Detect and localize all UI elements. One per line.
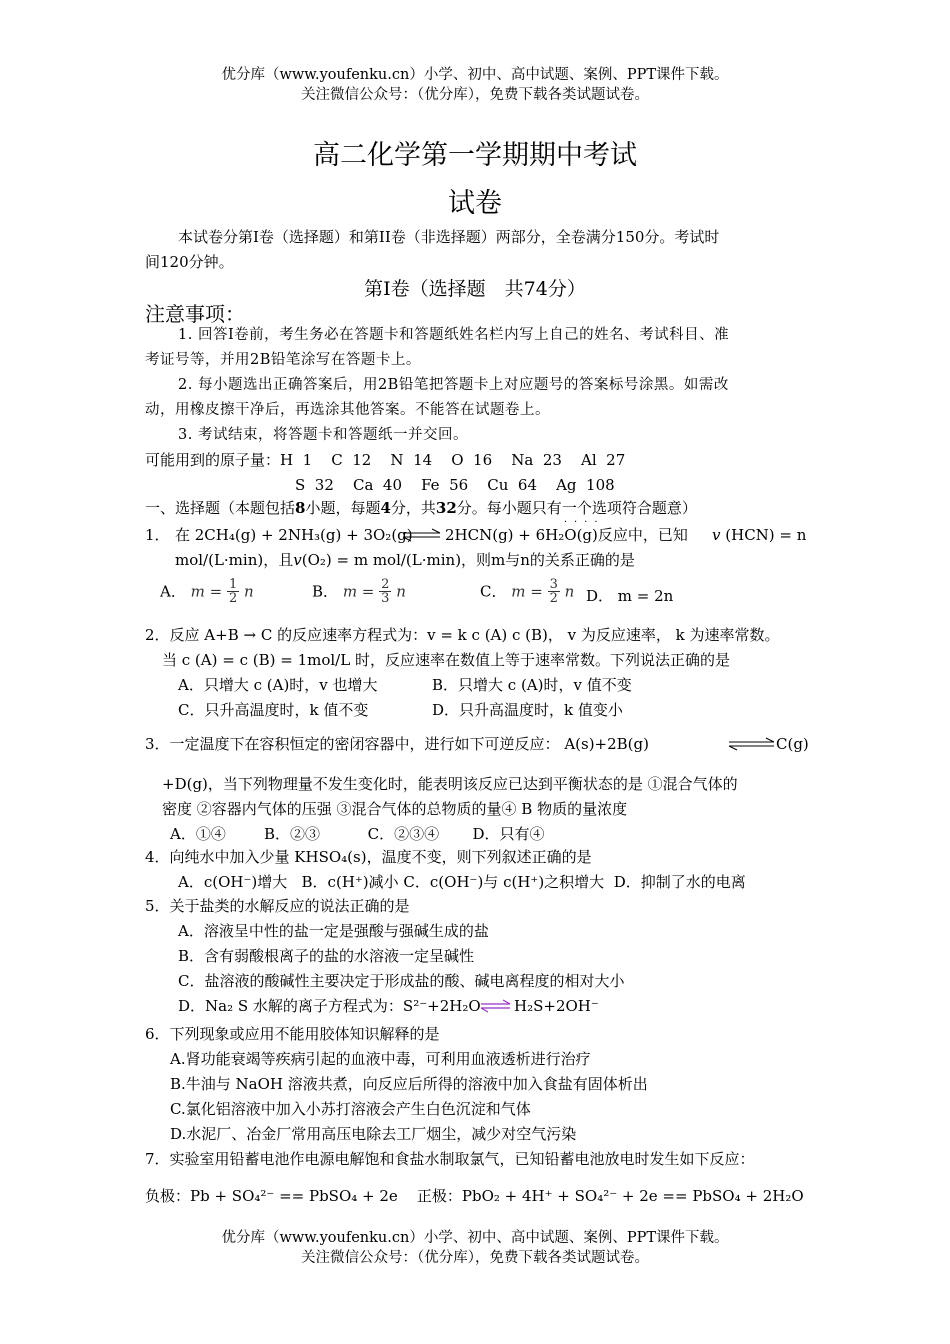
notice-item-1-line-2: 考证号等，并用2B铅笔涂写在答题卡上。 — [145, 352, 421, 368]
q2-option-a[interactable]: A．只增大 c (A)时，v 也增大 — [178, 676, 378, 694]
footer-line-1: 优分库（www.youfenku.cn）小学、初中、高中试题、案例、PPT课件下载。 — [221, 1230, 729, 1246]
exam-subtitle: 试卷 — [448, 188, 502, 219]
q1-known-rate: v (HCN) = n — [712, 526, 807, 544]
q2-line-1: 2．反应 A+B → C 的反应速率方程式为：v = k c (A) c (B)， v 为反应速率， k 为速率常数。 — [145, 626, 780, 644]
notice-item-3: 3. 考试结束，将答题卡和答题纸一并交回。 — [178, 427, 468, 443]
q1-option-a[interactable]: A． m = $\frac{1}{2}$ n — [160, 577, 254, 606]
notice-heading: 注意事项： — [145, 302, 245, 326]
fraction: $\frac{3}{2}$ — [549, 577, 558, 606]
notice-item-1-line-1: 1. 回答I卷前，考生务必在答题卡和答题纸姓名栏内写上自己的姓名、考试科目、准 — [178, 327, 730, 343]
q2-option-b[interactable]: B．只增大 c (A)时，v 值不变 — [432, 676, 632, 694]
hydrolysis-equilibrium-arrow — [480, 999, 512, 1013]
q5-line-1: 5．关于盐类的水解反应的说法正确的是 — [145, 897, 410, 915]
fraction: $\frac{1}{2}$ — [228, 577, 238, 606]
q5-option-a[interactable]: A．溶液呈中性的盐一定是强酸与强碱生成的盐 — [178, 922, 489, 940]
section-heading: 第Ⅰ卷（选择题 共74分） — [364, 278, 586, 300]
emphasis-dots: ···· — [563, 517, 605, 528]
intro-line-1: 本试卷分第I卷（选择题）和第II卷（非选择题）两部分，全卷满分150分。考试时 — [178, 228, 720, 246]
q2-line-2: 当 c (A) = c (B) = 1mol/L 时，反应速率在数值上等于速率常数。下列说法正确的是 — [162, 651, 730, 669]
q3-line-1-product: C(g) — [776, 735, 809, 753]
atomic-mass-line-1: 可能用到的原子量：H 1 C 12 N 14 O 16 Na 23 Al 27 — [145, 451, 626, 469]
header-line-2: 关注微信公众号：（优分库），免费下载各类试题试卷。 — [301, 87, 649, 103]
q1-reaction-right: 2HCN(g) + 6H₂O(g)反应中，已知 — [445, 526, 688, 544]
q4-line-1: 4．向纯水中加入少量 KHSO₄(s)，温度不变，则下列叙述正确的是 — [145, 848, 592, 866]
exam-title: 高二化学第一学期期中考试 — [313, 140, 637, 171]
header-line-1: 优分库（www.youfenku.cn）小学、初中、高中试题、案例、PPT课件下载。 — [221, 67, 729, 83]
q6-option-a[interactable]: A.肾功能衰竭等疾病引起的血液中毒，可利用血液透析进行治疗 — [170, 1050, 591, 1068]
q5-option-b[interactable]: B．含有弱酸根离子的盐的水溶液一定呈碱性 — [178, 947, 475, 965]
footer-line-2: 关注微信公众号：（优分库），免费下载各类试题试卷。 — [301, 1250, 649, 1266]
q1-number: 1． — [145, 526, 170, 544]
q3-options[interactable]: A．①④ B．②③ C．②③④ D．只有④ — [170, 825, 545, 843]
q4-options[interactable]: A．c(OH⁻)增大 B．c(H⁺)减小 C．c(OH⁻)与 c(H⁺)之积增大 D．抑制了水的电离 — [178, 873, 746, 891]
q3-line-2: +D(g)，当下列物理量不发生变化时，能表明该反应已达到平衡状态的是 ①混合气体的 — [162, 775, 738, 793]
q1-reaction-left: 在 2CH₄(g) + 2NH₃(g) + 3O₂(g) — [175, 526, 413, 544]
notice-item-2-line-2: 动，用橡皮擦干净后，再选涂其他答案。不能答在试题卷上。 — [145, 402, 550, 418]
atomic-mass-line-2: S 32 Ca 40 Fe 56 Cu 64 Ag 108 — [295, 476, 615, 494]
q6-option-c[interactable]: C.氯化铝溶液中加入小苏打溶液会产生白色沉淀和气体 — [170, 1100, 531, 1118]
q3-line-3: 密度 ②容器内气体的压强 ③混合气体的总物质的量④ B 物质的量浓度 — [162, 800, 628, 818]
q2-option-d[interactable]: D．只升高温度时，k 值变小 — [432, 701, 623, 719]
q5-option-d[interactable]: D．Na₂ S 水解的离子方程式为：S²⁻+2H₂O — [178, 997, 481, 1015]
q6-option-b[interactable]: B.牛油与 NaOH 溶液共煮，向反应后所得的溶液中加入食盐有固体析出 — [170, 1075, 648, 1093]
q1-option-b[interactable]: B． m = $\frac{2}{3}$ n — [312, 577, 406, 606]
q7-line-2: 负极：Pb + SO₄²⁻ == PbSO₄ + 2e 正极：PbO₂ + 4H⁺ + SO₄²⁻ + 2e == PbSO₄ + 2H₂O — [145, 1187, 804, 1205]
q1-option-d[interactable]: D． m = 2n — [586, 587, 674, 605]
part-one-heading: 一、选择题（本题包括8小题，每题4分，共32分。每小题只有一个选项 ···· 符合题意） — [145, 499, 697, 517]
intro-line-2: 间120分钟。 — [145, 253, 234, 271]
fraction: $\frac{2}{3}$ — [381, 577, 390, 606]
q1-option-c[interactable]: C． m = $\frac{3}{2}$ n — [480, 577, 575, 606]
q2-option-c[interactable]: C．只升高温度时，k 值不变 — [178, 701, 369, 719]
q5-option-d-product: H₂S+2OH⁻ — [514, 997, 599, 1015]
q1-line-2: mol/(L·min)，且v(O₂) = m mol/(L·min)，则m与n的关系正确的是 — [175, 551, 635, 569]
equilibrium-arrow — [728, 737, 776, 751]
q6-line-1: 6．下列现象或应用不能用胶体知识解释的是 — [145, 1025, 440, 1043]
emphasis-dotted-text: 一个选项 ···· — [562, 499, 622, 517]
equilibrium-arrow — [402, 528, 442, 542]
q6-option-d[interactable]: D.水泥厂、冶金厂常用高压电除去工厂烟尘，减少对空气污染 — [170, 1125, 577, 1143]
q3-line-1: 3．一定温度下在容积恒定的密闭容器中，进行如下可逆反应： A(s)+2B(g) — [145, 735, 649, 753]
q7-line-1: 7．实验室用铅蓄电池作电源电解饱和食盐水制取氯气，已知铅蓄电池放电时发生如下反应： — [145, 1150, 755, 1168]
q5-option-c[interactable]: C．盐溶液的酸碱性主要决定于形成盐的酸、碱电离程度的相对大小 — [178, 972, 625, 990]
notice-item-2-line-1: 2. 每小题选出正确答案后，用2B铅笔把答题卡上对应题号的答案标号涂黑。如需改 — [178, 377, 729, 393]
